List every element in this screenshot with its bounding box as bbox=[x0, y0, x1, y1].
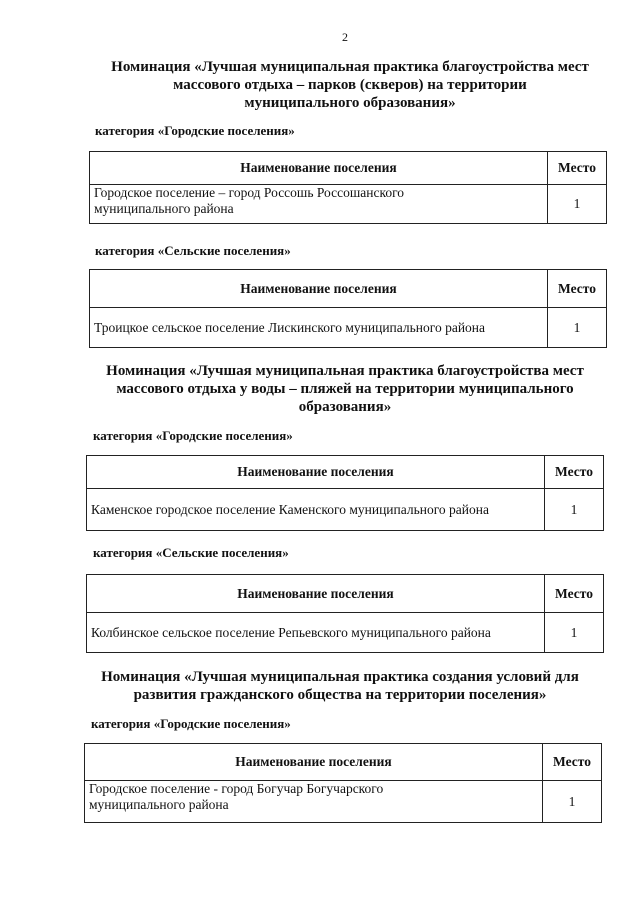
settlement-name bbox=[87, 613, 545, 653]
heading-line: массового отдыха – парков (скверов) на территории bbox=[173, 77, 527, 93]
settlement-name bbox=[87, 489, 545, 531]
results-table bbox=[86, 455, 604, 531]
nomination-heading bbox=[80, 668, 600, 704]
table-header-row bbox=[87, 575, 604, 613]
column-header-place: Место bbox=[545, 575, 604, 613]
table-row bbox=[90, 185, 607, 224]
heading-line: образования» bbox=[298, 399, 392, 415]
settlement-name-line: Каменское городское поселение Каменского муниципального района bbox=[91, 501, 489, 517]
column-header-place: Место bbox=[548, 270, 607, 308]
heading-line: Номинация «Лучшая муниципальная практика создания условий для bbox=[101, 669, 579, 685]
category-label: категория «Сельские поселения» bbox=[95, 243, 291, 258]
results-table bbox=[86, 574, 604, 653]
settlement-name-line: Троицкое сельское поселение Лискинского муниципального района bbox=[94, 319, 486, 335]
settlement-name-line: Городское поселение – город Россошь Россошанского bbox=[94, 185, 405, 200]
column-header-name: Наименование поселения bbox=[90, 152, 548, 185]
heading-line: развития гражданского общества на территории поселения» bbox=[133, 687, 547, 703]
results-table bbox=[84, 743, 602, 823]
results-table bbox=[89, 269, 607, 348]
settlement-name bbox=[90, 308, 548, 348]
table-header-row bbox=[90, 152, 607, 185]
column-header-place: Место bbox=[545, 456, 604, 489]
page-number: 2 bbox=[342, 30, 348, 44]
heading-line: массового отдыха у воды – пляжей на территории муниципального bbox=[116, 381, 574, 397]
column-header-name: Наименование поселения bbox=[90, 270, 548, 308]
category-label: категория «Городские поселения» bbox=[93, 428, 293, 443]
category-label: категория «Сельские поселения» bbox=[93, 545, 289, 560]
nomination-heading bbox=[80, 362, 610, 416]
place-value: 1 bbox=[543, 781, 602, 823]
place-value: 1 bbox=[548, 185, 607, 224]
column-header-name: Наименование поселения bbox=[85, 744, 543, 781]
column-header-name: Наименование поселения bbox=[87, 575, 545, 613]
table-header-row bbox=[85, 744, 602, 781]
settlement-name-line: муниципального района bbox=[89, 797, 229, 812]
settlement-name bbox=[90, 185, 548, 224]
heading-line: Номинация «Лучшая муниципальная практика благоустройства мест bbox=[106, 363, 584, 379]
settlement-name-line: Колбинское сельское поселение Репьевского муниципального района bbox=[91, 624, 491, 640]
settlement-name-line: Городское поселение - город Богучар Богучарского bbox=[89, 781, 384, 796]
heading-line: Номинация «Лучшая муниципальная практика благоустройства мест bbox=[111, 59, 589, 75]
table-row bbox=[90, 308, 607, 348]
category-label: категория «Городские поселения» bbox=[95, 123, 295, 138]
settlement-name-line: муниципального района bbox=[94, 201, 234, 216]
column-header-place: Место bbox=[548, 152, 607, 185]
table-row bbox=[85, 781, 602, 823]
heading-line: муниципального образования» bbox=[244, 95, 456, 111]
category-label: категория «Городские поселения» bbox=[91, 716, 291, 731]
table-row bbox=[87, 613, 604, 653]
table-row bbox=[87, 489, 604, 531]
results-table bbox=[89, 151, 607, 224]
table-header-row bbox=[87, 456, 604, 489]
column-header-name: Наименование поселения bbox=[87, 456, 545, 489]
settlement-name bbox=[85, 781, 543, 823]
place-value: 1 bbox=[548, 308, 607, 348]
place-value: 1 bbox=[545, 489, 604, 531]
table-header-row bbox=[90, 270, 607, 308]
column-header-place: Место bbox=[543, 744, 602, 781]
place-value: 1 bbox=[545, 613, 604, 653]
nomination-heading bbox=[90, 58, 610, 112]
